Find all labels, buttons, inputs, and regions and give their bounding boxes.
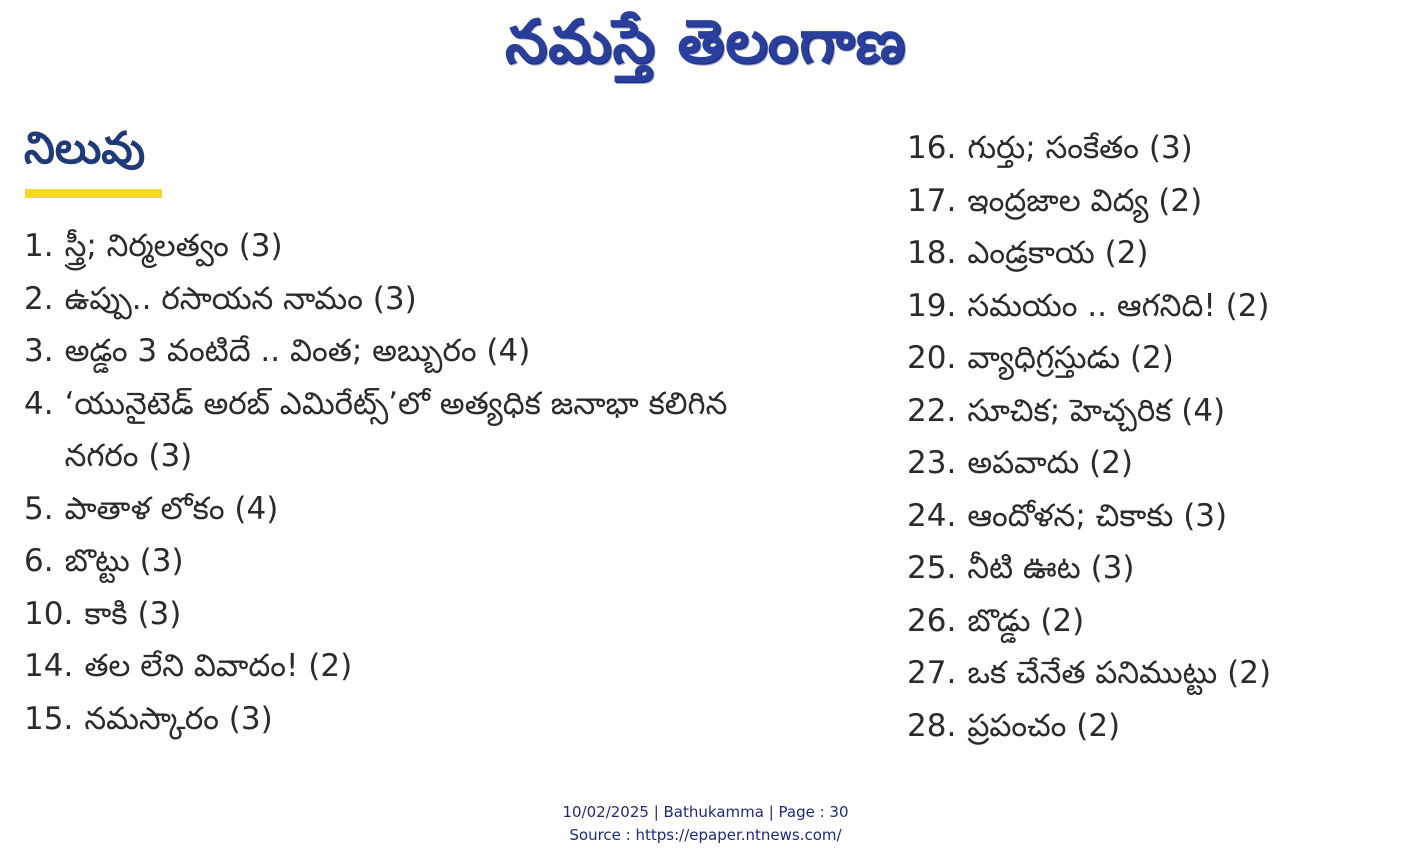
clue-number: 16. — [907, 130, 957, 166]
clue-text: ఒక చేనేత పనిముట్టు (2) — [967, 655, 1272, 691]
clue-number: 28. — [907, 707, 957, 744]
clue-list-right — [907, 122, 1407, 752]
clue-number: 25. — [907, 550, 957, 586]
clue-item — [24, 693, 784, 746]
clue-item — [24, 220, 784, 273]
clue-text: ప్రపంచం (2) — [967, 707, 1121, 744]
clue-text: నీటి ఊట (3) — [967, 550, 1135, 586]
clue-text: కాకి (3) — [84, 595, 182, 632]
clue-number: 23. — [907, 445, 957, 481]
clue-text: తల లేని వివాదం! (2) — [84, 648, 353, 684]
clue-list-left — [24, 220, 784, 745]
clue-item — [907, 175, 1407, 228]
clue-number: 18. — [907, 235, 957, 271]
clue-number: 3. — [24, 333, 54, 369]
footer-source: Source : https://epaper.ntnews.com/ — [569, 826, 842, 844]
clue-number: 24. — [907, 497, 957, 534]
clue-item — [24, 535, 784, 588]
clue-item — [907, 122, 1407, 175]
clue-number: 1. — [24, 228, 54, 264]
clue-number: 15. — [24, 700, 74, 737]
clue-number: 27. — [907, 655, 957, 691]
clue-number: 19. — [907, 287, 957, 324]
page-footer — [0, 801, 1411, 847]
clue-item — [907, 385, 1407, 438]
clue-text: అపవాదు (2) — [967, 445, 1134, 481]
footer-edition-info: 10/02/2025 | Bathukamma | Page : 30 — [562, 803, 849, 821]
clue-text: బొడ్డు (2) — [967, 602, 1085, 639]
clue-text: ‘యునైటెడ్ అరబ్ ఎమిరేట్స్’లో అత్యధిక జనాభా కలిగిన నగరం (3) — [64, 385, 728, 474]
clue-item — [907, 542, 1407, 595]
clue-item — [24, 483, 784, 536]
clue-text: స్త్రీ; నిర్మలత్వం (3) — [64, 228, 283, 264]
clue-text: ఎండ్రకాయ (2) — [967, 235, 1149, 271]
clue-item — [907, 437, 1407, 490]
clue-number: 20. — [907, 340, 957, 376]
clue-number: 2. — [24, 280, 54, 317]
clue-item — [24, 588, 784, 641]
clue-text: ఇంద్రజాల విద్య (2) — [967, 182, 1203, 219]
clue-item — [24, 640, 784, 693]
clue-number: 5. — [24, 490, 54, 527]
clue-item — [907, 490, 1407, 543]
clue-item — [907, 332, 1407, 385]
clue-number: 14. — [24, 648, 74, 684]
clue-number: 10. — [24, 595, 74, 632]
clue-item — [907, 700, 1407, 753]
clue-number: 17. — [907, 182, 957, 219]
clue-number: 22. — [907, 392, 957, 429]
clue-text: పాతాళ లోకం (4) — [64, 490, 279, 527]
clue-text: నమస్కారం (3) — [84, 700, 273, 737]
clue-text: ఉప్పు.. రసాయన నామం (3) — [64, 280, 417, 317]
clue-item — [907, 647, 1407, 700]
clue-text: సమయం .. ఆగనిది! (2) — [967, 287, 1270, 324]
clue-text: గుర్తు; సంకేతం (3) — [967, 130, 1193, 166]
section-title: నిలువు — [24, 123, 146, 174]
clue-item — [907, 595, 1407, 648]
title-underline — [25, 189, 162, 198]
clue-item — [24, 273, 784, 326]
masthead-logo: నమస్తే తెలంగాణ — [504, 7, 907, 77]
clue-text: ఆందోళన; చికాకు (3) — [967, 497, 1228, 534]
clue-text: వ్యాధిగ్రస్తుడు (2) — [967, 340, 1174, 376]
clue-number: 4. — [24, 385, 54, 422]
clue-text: బొట్టు (3) — [64, 543, 184, 579]
clue-text: సూచిక; హెచ్చరిక (4) — [967, 392, 1226, 429]
clue-text: అడ్డం 3 వంటిదే .. వింత; అబ్బురం (4) — [64, 333, 531, 369]
clue-item — [24, 378, 784, 483]
clue-item — [907, 280, 1407, 333]
clue-item — [907, 227, 1407, 280]
clue-item — [24, 325, 784, 378]
clue-number: 26. — [907, 602, 957, 639]
clue-number: 6. — [24, 543, 54, 579]
